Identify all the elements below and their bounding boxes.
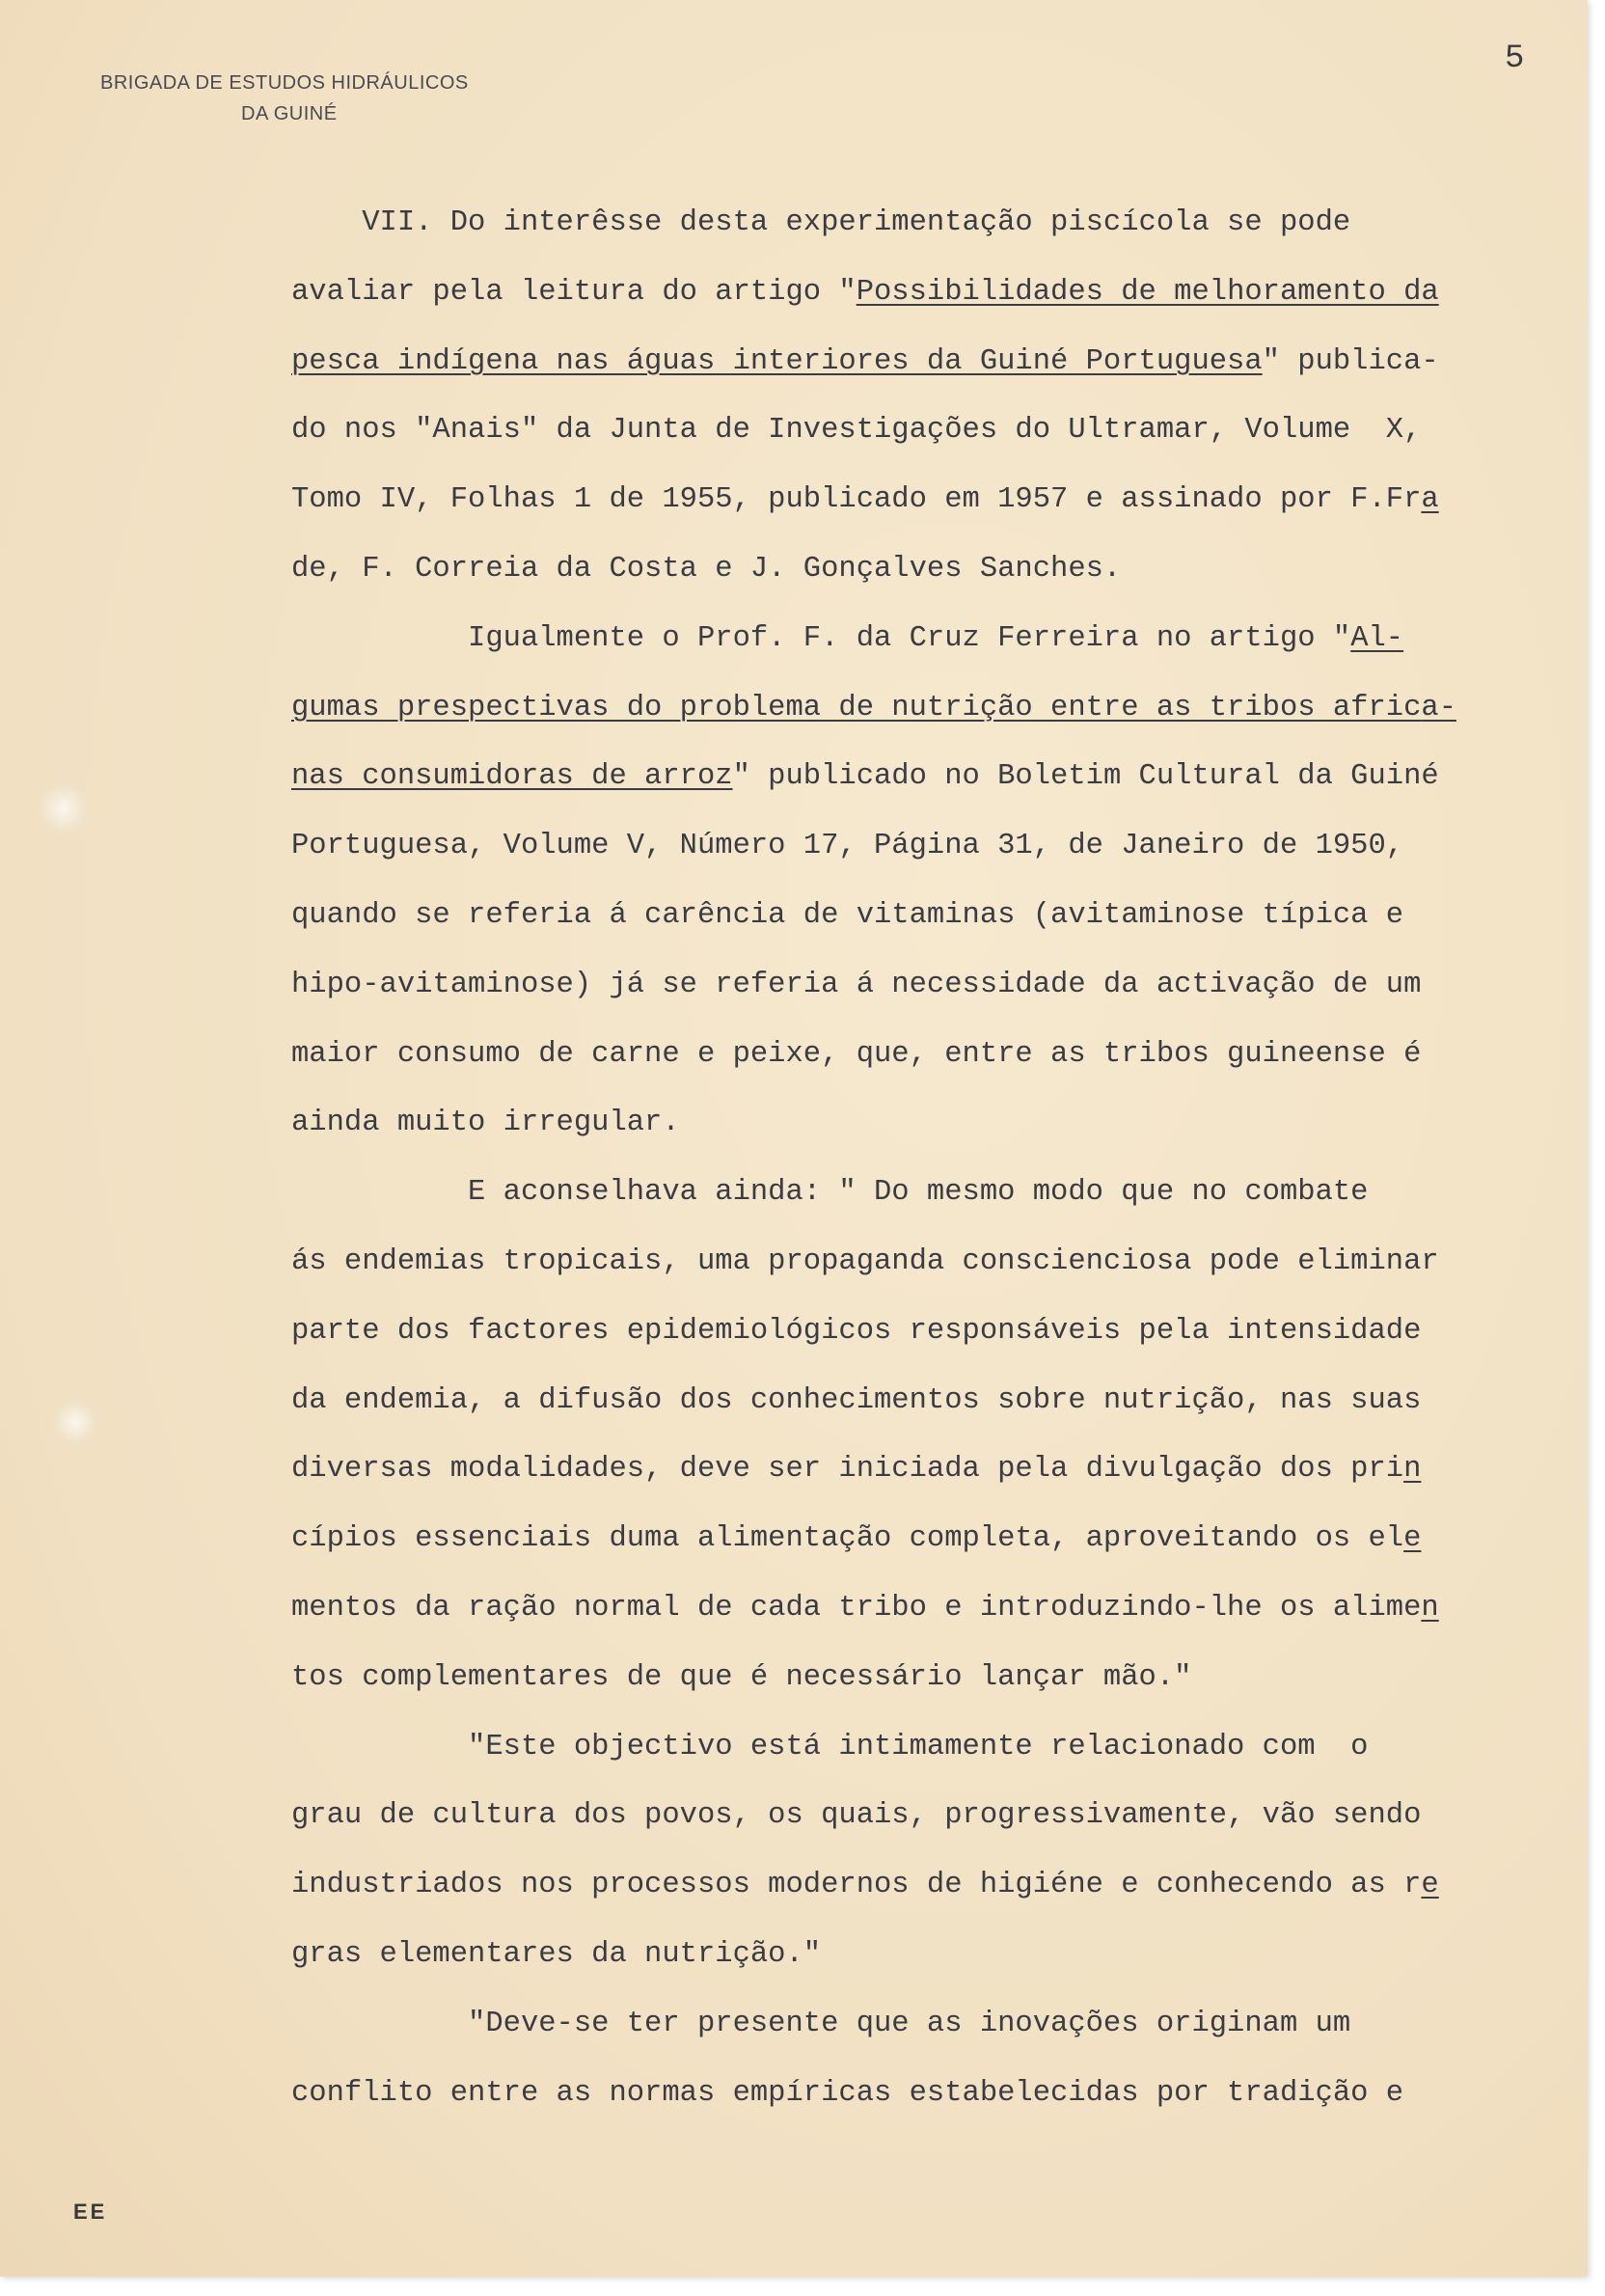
text-segment: n (1403, 1453, 1422, 1487)
text-segment: " publica- (1262, 344, 1439, 378)
text-line (291, 1782, 1545, 1851)
text-line (291, 951, 1545, 1021)
text-line (291, 1021, 1545, 1090)
text-segment: " publicado no Boletim Cultural da Guiné (732, 760, 1439, 794)
text-segment: pesca indígena nas águas interiores da Guiné Portuguesa (291, 344, 1263, 378)
text-line (291, 466, 1545, 535)
text-line (291, 882, 1545, 951)
text-line (291, 1089, 1545, 1159)
text-segment: diversas modalidades, deve ser iniciada pela divulgação dos pri (291, 1453, 1404, 1487)
text-segment: cípios essenciais duma alimentação completa, aproveitando os el (291, 1522, 1404, 1556)
text-line (291, 605, 1545, 674)
text-line (291, 1228, 1545, 1298)
text-line (291, 812, 1545, 882)
text-segment: de, F. Correia da Costa e J. Gonçalves Sanches. (291, 552, 1122, 586)
text-line (291, 1505, 1545, 1574)
text-line (291, 674, 1545, 744)
text-segment: n (1421, 1591, 1439, 1625)
punch-hole-mark (37, 781, 91, 835)
text-line (291, 743, 1545, 812)
text-segment: do nos "Anais" da Junta de Investigações do Ultramar, Volume X, (291, 414, 1422, 448)
text-line (291, 1713, 1545, 1783)
text-segment: ainda muito irregular. (291, 1107, 680, 1140)
text-segment: e (1421, 1869, 1439, 1902)
text-line (291, 1435, 1545, 1505)
text-segment: ás endemias tropicais, uma propaganda conscienciosa pode eliminar (291, 1244, 1439, 1278)
text-segment: parte dos factores epidemiológicos responsáveis pela intensidade (291, 1314, 1422, 1348)
page-number: 5 (1505, 41, 1525, 77)
text-line (291, 1159, 1545, 1228)
text-segment: E aconselhava ainda: " Do mesmo modo que no combate (291, 1176, 1369, 1210)
text-line (291, 1367, 1545, 1436)
text-line (291, 1990, 1545, 2060)
text-segment: maior consumo de carne e peixe, que, entre as tribos guineense é (291, 1037, 1422, 1071)
text-line (291, 1298, 1545, 1367)
text-segment: industriados nos processos modernos de higiéne e conhecendo as r (291, 1869, 1422, 1902)
punch-hole-mark (52, 1399, 98, 1445)
text-segment: avaliar pela leitura do artigo " (291, 275, 857, 309)
footer-initials: EE (73, 2200, 108, 2224)
text-line (291, 1921, 1545, 1990)
text-segment: Portuguesa, Volume V, Número 17, Página 31, de Janeiro de 1950, (291, 830, 1404, 863)
text-line (291, 396, 1545, 466)
text-segment: quando se referia á carência de vitaminas (avitaminose típica e (291, 898, 1404, 932)
text-line (291, 2060, 1545, 2129)
text-segment: grau de cultura dos povos, os quais, progressivamente, vão sendo (291, 1799, 1422, 1833)
letterhead-line-1: BRIGADA DE ESTUDOS HIDRÁULICOS (100, 72, 469, 94)
text-line (291, 189, 1545, 259)
text-segment: "Deve-se ter presente que as inovações originam um (291, 2007, 1351, 2040)
text-line (291, 1574, 1545, 1644)
text-segment: tos complementares de que é necessário lançar mão." (291, 1660, 1192, 1694)
letterhead-line-2: DA GUINÉ (241, 103, 338, 124)
text-segment: a (1421, 483, 1439, 517)
text-segment: e (1403, 1522, 1422, 1556)
text-segment: "Este objectivo está intimamente relacionado com o (291, 1730, 1369, 1763)
text-segment: conflito entre as normas empíricas estabelecidas por tradição e (291, 2076, 1404, 2110)
text-segment: gras elementares da nutrição." (291, 1937, 822, 1971)
text-line (291, 535, 1545, 605)
text-segment: da endemia, a difusão dos conhecimentos sobre nutrição, nas suas (291, 1383, 1422, 1417)
text-segment: Al- (1350, 621, 1404, 655)
text-line (291, 1644, 1545, 1713)
text-segment: hipo-avitaminose) já se referia á necessidade da activação de um (291, 968, 1422, 1001)
text-line (291, 328, 1545, 397)
text-line (291, 259, 1545, 328)
text-line (291, 1851, 1545, 1921)
body-text (291, 189, 1545, 2128)
text-segment: VII. Do interêsse desta experimentação piscícola se pode (291, 206, 1351, 239)
text-segment: gumas prespectivas do problema de nutrição entre as tribos afric (291, 691, 1422, 724)
text-segment: Tomo IV, Folhas 1 de 1955, publicado em 1957 e assinado por F.Fr (291, 483, 1422, 517)
text-segment: Possibilidades de melhoramento da (856, 275, 1439, 309)
text-segment: mentos da ração normal de cada tribo e introduzindo-lhe os alime (291, 1591, 1422, 1625)
text-segment: a- (1421, 691, 1456, 724)
text-segment: nas consumidoras de arroz (291, 760, 733, 794)
text-segment: Igualmente o Prof. F. da Cruz Ferreira no artigo " (291, 621, 1351, 655)
letterhead (100, 68, 469, 129)
